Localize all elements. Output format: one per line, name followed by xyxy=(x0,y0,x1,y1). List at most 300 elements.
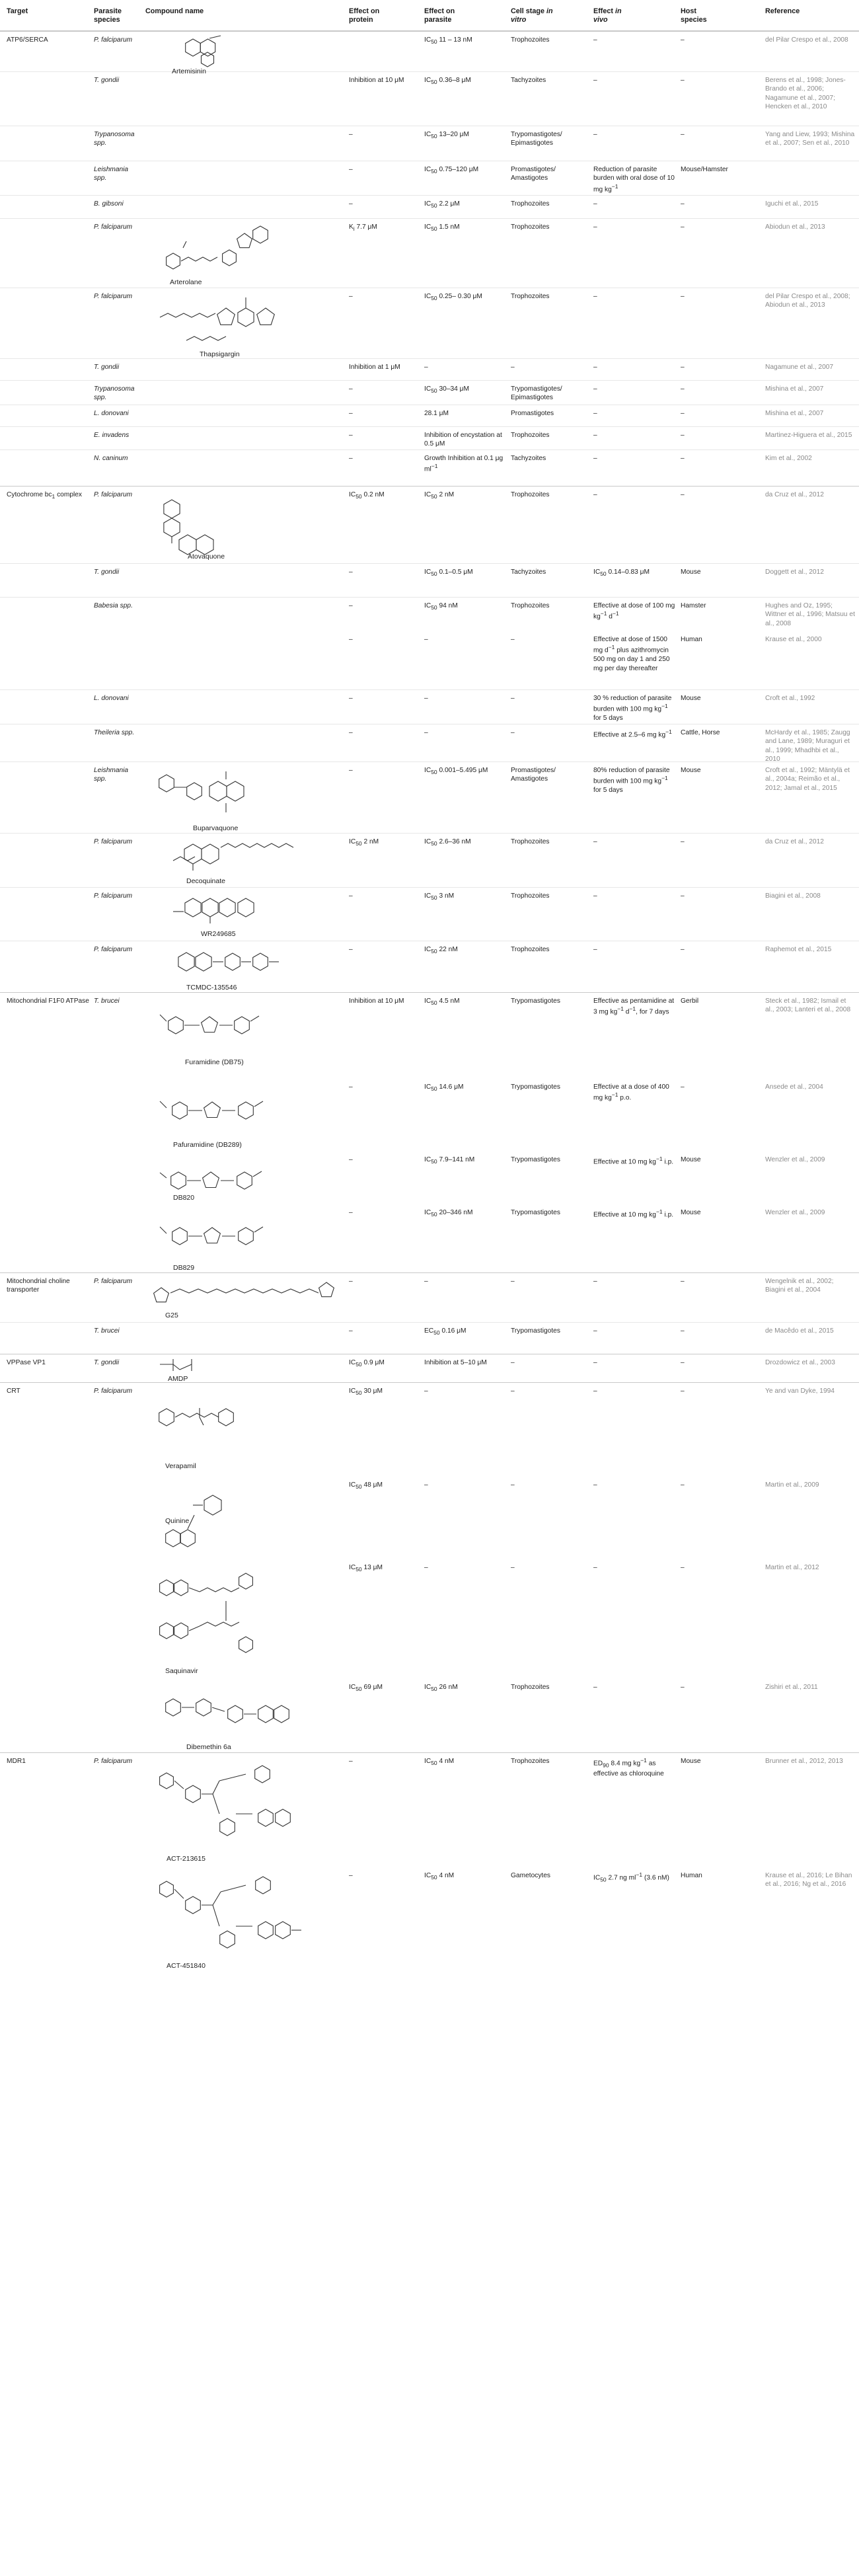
row-species: T. gondii xyxy=(94,364,120,371)
row-species: T. gondii xyxy=(94,1359,120,1366)
table-row xyxy=(0,126,859,161)
row-species: P. falciparum xyxy=(94,838,133,845)
row-effect-in-vivo: Effective at 10 mg $kg^{-1}$ i.p. xyxy=(593,1208,674,1219)
row-effect-protein: – xyxy=(349,1209,353,1216)
buparvaquone-structure-icon xyxy=(147,763,345,833)
row-host: Gerbil xyxy=(681,997,699,1005)
row-reference: Krause et al., 2016; Le Bihan et al., 2016; Ng et al., 2016 xyxy=(765,1872,852,1889)
compound-structure xyxy=(147,1754,345,1867)
row-effect-protein: – xyxy=(349,385,353,393)
row-effect-in-vivo: – xyxy=(593,1387,597,1395)
row-host: Mouse xyxy=(681,767,701,774)
row-cell-stage: Trypomastigotes xyxy=(511,1156,560,1163)
row-host: – xyxy=(681,1481,685,1489)
row-cell-stage: Trophozoites xyxy=(511,293,550,300)
row-species: B. gibsoni xyxy=(94,200,124,208)
row-species: P. falciparum xyxy=(94,1278,133,1285)
row-effect-parasite: – xyxy=(424,636,428,643)
row-effect-protein: – xyxy=(349,695,353,702)
table-row xyxy=(0,833,859,888)
table-row xyxy=(0,405,859,427)
row-effect-protein: – xyxy=(349,767,353,774)
compound-name: Furamidine (DB75) xyxy=(185,1058,244,1066)
row-target: Mitochondrial F1F0 ATPase xyxy=(7,997,89,1005)
compound-structure xyxy=(147,1384,345,1477)
tcmdc-135546-structure-icon xyxy=(147,942,345,992)
row-reference: Wengelnik et al., 2002; Biagini et al., 2004 xyxy=(765,1278,834,1294)
row-cell-stage: Trophozoites xyxy=(511,892,550,900)
row-effect-in-vivo: – xyxy=(593,200,597,208)
row-effect-in-vivo: – xyxy=(593,36,597,44)
row-host: Mouse xyxy=(681,695,701,702)
row-effect-protein: – xyxy=(349,455,353,462)
row-effect-in-vivo: – xyxy=(593,491,597,498)
row-host: – xyxy=(681,1278,685,1285)
row-host: – xyxy=(681,1359,685,1366)
table-row xyxy=(0,31,859,72)
row-species: P. falciparum xyxy=(94,1758,133,1765)
compound-name: Thapsigargin xyxy=(200,350,240,358)
compound-structure xyxy=(147,291,345,357)
row-reference: Doggett et al., 2012 xyxy=(765,568,824,576)
row-effect-in-vivo: $IC_{50}$ 0.14–0.83 μM xyxy=(593,568,650,578)
row-reference: Wenzler et al., 2009 xyxy=(765,1209,825,1216)
row-effect-in-vivo: Effective at 10 mg $kg^{-1}$ i.p. xyxy=(593,1155,674,1166)
table-row xyxy=(0,724,859,762)
compound-name: Quinine xyxy=(165,1517,190,1525)
table-row xyxy=(0,71,859,126)
row-reference: da Cruz et al., 2012 xyxy=(765,838,824,845)
row-cell-stage: Trophozoites xyxy=(511,602,550,609)
row-effect-in-vivo: Effective at a dose of 400 mg $kg^{-1}$ p.o. xyxy=(593,1083,669,1102)
row-cell-stage: Trophozoites xyxy=(511,432,550,439)
row-effect-parasite: $IC_{50}$ 2.2 μM xyxy=(424,200,460,210)
row-species: N. caninum xyxy=(94,455,128,462)
table-row xyxy=(0,1867,859,1967)
row-effect-protein: $IC_{50}$ 0.9 μM xyxy=(349,1359,385,1368)
row-effect-in-vivo: $IC_{50}$ 2.7 ng $ml^{-1}$ (3.6 nM) xyxy=(593,1871,669,1883)
row-cell-stage: Trophozoites xyxy=(511,838,550,845)
table-row xyxy=(0,597,859,632)
row-species: Babesia spp. xyxy=(94,602,133,609)
row-effect-in-vivo: – xyxy=(593,223,597,231)
row-effect-parasite: $IC_{50}$ 13–20 μM xyxy=(424,131,470,140)
header-cell-stage: Cell stage in vitro xyxy=(511,7,553,24)
row-cell-stage: Trophozoites xyxy=(511,491,550,498)
compound-name: Decoquinate xyxy=(186,877,225,885)
compound-name: Dibemethin 6a xyxy=(186,1743,231,1751)
row-species: Leishmania spp. xyxy=(94,767,129,783)
row-effect-in-vivo: – xyxy=(593,892,597,900)
row-effect-in-vivo: – xyxy=(593,77,597,84)
row-host: – xyxy=(681,455,685,462)
row-effect-in-vivo: – xyxy=(593,1684,597,1691)
table-row xyxy=(0,1322,859,1354)
row-species: P. falciparum xyxy=(94,1387,133,1395)
table-row xyxy=(0,426,859,450)
row-species: L. donovani xyxy=(94,695,129,702)
act-213615-structure-icon xyxy=(147,1754,345,1867)
row-effect-protein: – xyxy=(349,1327,353,1335)
row-cell-stage: – xyxy=(511,1481,515,1489)
row-host: Human xyxy=(681,1872,702,1879)
row-host: Mouse xyxy=(681,1209,701,1216)
table-row xyxy=(0,887,859,941)
row-target: VPPase VP1 xyxy=(7,1359,46,1366)
row-cell-stage: Trophozoites xyxy=(511,1758,550,1765)
row-species: P. falciparum xyxy=(94,36,133,44)
row-effect-parasite: $EC_{50}$ 0.16 μM xyxy=(424,1327,467,1337)
table-row xyxy=(0,1204,859,1272)
row-effect-protein: Inhibition at 10 μM xyxy=(349,77,404,84)
row-effect-protein: – xyxy=(349,200,353,208)
table-row xyxy=(0,631,859,689)
compound-structure xyxy=(147,1479,345,1559)
row-reference: Brunner et al., 2012, 2013 xyxy=(765,1758,843,1765)
row-host: Mouse xyxy=(681,568,701,576)
row-effect-protein: $IC_{50}$ 30 μM xyxy=(349,1387,383,1397)
header-reference: Reference xyxy=(765,7,800,15)
row-host: – xyxy=(681,293,685,300)
row-reference: Mishina et al., 2007 xyxy=(765,410,824,417)
compound-name: Atovaquone xyxy=(188,553,225,561)
compound-structure xyxy=(147,1154,345,1204)
row-reference: Yang and Liew, 1993; Mishina et al., 2007; Sen et al., 2010 xyxy=(765,131,855,147)
row-reference: Steck et al., 1982; Ismail et al., 2003; Lanteri et al., 2008 xyxy=(765,997,851,1014)
row-cell-stage: Trophozoites xyxy=(511,1684,550,1691)
compound-structure xyxy=(147,1869,345,1969)
row-cell-stage: – xyxy=(511,729,515,736)
table-row xyxy=(0,1752,859,1868)
row-reference: Wenzler et al., 2009 xyxy=(765,1156,825,1163)
row-host: – xyxy=(681,385,685,393)
row-reference: Nagamune et al., 2007 xyxy=(765,364,834,371)
row-reference: Ansede et al., 2004 xyxy=(765,1083,823,1091)
compound-name: Verapamil xyxy=(165,1462,196,1470)
row-effect-protein: $K_i$ 7.7 μM xyxy=(349,223,377,233)
row-effect-protein: $IC_{50}$ 69 μM xyxy=(349,1684,383,1693)
decoquinate-structure-icon xyxy=(147,834,345,887)
row-effect-parasite: $IC_{50}$ 0.36–8 μM xyxy=(424,77,471,86)
db829-structure-icon xyxy=(147,1207,345,1272)
row-effect-protein: – xyxy=(349,729,353,736)
row-effect-in-vivo: 80% reduction of parasite burden with 100 mg $kg^{-1}$ for 5 days xyxy=(593,767,670,795)
act-451840-structure-icon xyxy=(147,1869,345,1969)
row-host: Mouse xyxy=(681,1156,701,1163)
row-effect-in-vivo: – xyxy=(593,410,597,417)
row-reference: Abiodun et al., 2013 xyxy=(765,223,825,231)
compound-structure xyxy=(147,763,345,833)
row-reference: Croft et al., 1992; Mäntylä et al., 2004a; Reimão et al., 2012; Jamal et al., 2015 xyxy=(765,767,850,792)
row-effect-parasite: $IC_{50}$ 11 – 13 nM xyxy=(424,36,472,46)
row-host: – xyxy=(681,838,685,845)
row-effect-in-vivo: – xyxy=(593,946,597,953)
row-effect-protein: $IC_{50}$ 48 μM xyxy=(349,1481,383,1491)
row-effect-protein: $IC_{50}$ 0.2 nM xyxy=(349,491,385,500)
row-effect-protein: – xyxy=(349,1156,353,1163)
compound-name: Saquinavir xyxy=(165,1667,198,1675)
compound-structure xyxy=(147,1561,345,1679)
row-reference: Martin et al., 2012 xyxy=(765,1564,819,1571)
row-effect-in-vivo: – xyxy=(593,1359,597,1366)
row-host: Mouse/Hamster xyxy=(681,166,728,173)
row-host: Cattle, Horse xyxy=(681,729,720,736)
compound-structure xyxy=(147,1681,345,1752)
row-cell-stage: – xyxy=(511,695,515,702)
row-effect-parasite: Inhibition of encystation at 0.5 μM xyxy=(424,432,502,448)
row-effect-protein: – xyxy=(349,293,353,300)
row-host: – xyxy=(681,491,685,498)
furamidine-structure-icon xyxy=(147,995,345,1079)
row-effect-in-vivo: – xyxy=(593,432,597,439)
row-target: ATP6/SERCA xyxy=(7,36,48,44)
row-effect-in-vivo: Effective as pentamidine at 3 mg $kg^{-1}$ $d^{-1}$, for 7 days xyxy=(593,997,675,1016)
row-cell-stage: Tachyzoites xyxy=(511,568,546,576)
compound-name: TCMDC-135546 xyxy=(186,984,237,992)
compound-structure xyxy=(147,995,345,1079)
compound-structure xyxy=(147,33,345,75)
row-effect-protein: $IC_{50}$ 2 nM xyxy=(349,838,379,847)
row-host: – xyxy=(681,410,685,417)
wr249685-structure-icon xyxy=(147,889,345,941)
header-effect-in-vivo: Effect in vivo xyxy=(593,7,622,24)
row-cell-stage: – xyxy=(511,364,515,371)
table-row xyxy=(0,689,859,724)
header-host: Host species xyxy=(681,7,707,24)
compound-structure xyxy=(147,889,345,941)
row-effect-parasite: – xyxy=(424,1278,428,1285)
table-row xyxy=(0,380,859,405)
row-target: CRT xyxy=(7,1387,20,1395)
row-reference: Croft et al., 1992 xyxy=(765,695,815,702)
row-species: Leishmania spp. xyxy=(94,166,129,182)
row-host: Human xyxy=(681,636,702,643)
table-row xyxy=(0,486,859,564)
row-reference: Zishiri et al., 2011 xyxy=(765,1684,818,1691)
row-host: – xyxy=(681,946,685,953)
row-species: P. falciparum xyxy=(94,491,133,498)
row-effect-parasite: Inhibition at 5–10 μM xyxy=(424,1359,487,1366)
thapsigargin-structure-icon xyxy=(147,291,345,357)
row-target: MDR1 xyxy=(7,1758,26,1765)
row-effect-protein: – xyxy=(349,1278,353,1285)
row-effect-protein: Inhibition at 10 μM xyxy=(349,997,404,1005)
row-effect-in-vivo: – xyxy=(593,385,597,393)
row-reference: McHardy et al., 1985; Zaugg and Lane, 1989; Muraguri et al., 1999; Mhadhbi et al., 2010 xyxy=(765,729,850,763)
row-species: L. donovani xyxy=(94,410,129,417)
row-species: Theileria spp. xyxy=(94,729,135,736)
compound-name: AMDP xyxy=(168,1375,188,1383)
row-species: Trypanosoma spp. xyxy=(94,131,135,147)
row-species: Trypanosoma spp. xyxy=(94,385,135,402)
row-cell-stage: Trypomastigotes/ Epimastigotes xyxy=(511,131,562,147)
row-effect-in-vivo: Effective at dose of 1500 mg $d^{-1}$ plus azithromycin 500 mg on day 1 and 250 mg per day thereafter xyxy=(593,636,670,672)
table-row xyxy=(0,1679,859,1752)
row-effect-protein: – xyxy=(349,432,353,439)
row-effect-parasite: $IC_{50}$ 4 nM xyxy=(424,1758,455,1767)
row-effect-in-vivo: Effective at 2.5–6 mg $kg^{-1}$ xyxy=(593,728,672,739)
row-cell-stage: – xyxy=(511,1278,515,1285)
row-effect-parasite: – xyxy=(424,1564,428,1571)
row-host: – xyxy=(681,200,685,208)
row-reference: Hughes and Oz, 1995; Wittner et al., 1996; Matsuu et al., 2008 xyxy=(765,602,855,627)
dibemethin-structure-icon xyxy=(147,1681,345,1752)
row-cell-stage: Trypomastigotes/ Epimastigotes xyxy=(511,385,562,402)
row-effect-protein: – xyxy=(349,602,353,609)
header-target: Target xyxy=(7,7,28,15)
row-effect-parasite: – xyxy=(424,729,428,736)
table-row xyxy=(0,1151,859,1204)
row-reference: Ye and van Dyke, 1994 xyxy=(765,1387,835,1395)
row-host: – xyxy=(681,432,685,439)
row-effect-in-vivo: – xyxy=(593,1327,597,1335)
row-effect-in-vivo: – xyxy=(593,293,597,300)
table-row xyxy=(0,1272,859,1323)
row-cell-stage: Trypomastigotes xyxy=(511,1083,560,1091)
table-row xyxy=(0,288,859,359)
row-cell-stage: Trophozoites xyxy=(511,36,550,44)
compound-structure xyxy=(147,834,345,887)
compound-structure xyxy=(147,942,345,992)
compound-name: Buparvaquone xyxy=(193,824,239,832)
row-effect-in-vivo: $ED_{90}$ 8.4 mg $kg^{-1}$ as effective as chloroquine xyxy=(593,1757,664,1777)
header-effect-parasite: Effect on parasite xyxy=(424,7,455,24)
row-effect-protein: – xyxy=(349,410,353,417)
row-cell-stage: Gametocytes xyxy=(511,1872,551,1879)
row-effect-parasite: $IC_{50}$ 0.75–120 μM xyxy=(424,166,479,175)
row-effect-in-vivo: – xyxy=(593,364,597,371)
row-cell-stage: Promastigotes xyxy=(511,410,554,417)
row-effect-parasite: $IC_{50}$ 20–346 nM xyxy=(424,1209,473,1218)
table-row xyxy=(0,195,859,219)
row-effect-in-vivo: – xyxy=(593,1278,597,1285)
row-cell-stage: Promastigotes/ Amastigotes xyxy=(511,767,556,783)
table-row xyxy=(0,761,859,834)
arterolane-structure-icon xyxy=(147,221,345,288)
saquinavir-structure-icon xyxy=(147,1561,345,1679)
row-reference: Iguchi et al., 2015 xyxy=(765,200,819,208)
compound-structure xyxy=(147,221,345,288)
row-host: Mouse xyxy=(681,1758,701,1765)
row-effect-parasite: $IC_{50}$ 0.25– 0.30 μM xyxy=(424,293,482,302)
compound-name: ACT-213615 xyxy=(167,1855,205,1863)
row-effect-parasite: – xyxy=(424,1387,428,1395)
table-row xyxy=(0,218,859,288)
row-effect-protein: $IC_{50}$ 13 μM xyxy=(349,1564,383,1573)
row-effect-protein: – xyxy=(349,131,353,138)
row-cell-stage: Promastigotes/ Amastigotes xyxy=(511,166,556,182)
row-effect-in-vivo: Reduction of parasite burden with oral dose of 10 mg $kg^{-1}$ xyxy=(593,166,675,194)
row-reference: Raphemot et al., 2015 xyxy=(765,946,832,953)
row-reference: Berens et al., 1998; Jones-Brando et al., 2006; Nagamune et al., 2007; Hencken et al., 2010 xyxy=(765,77,846,111)
table-header xyxy=(0,0,859,31)
row-cell-stage: – xyxy=(511,1387,515,1395)
compound-name: Artemisinin xyxy=(172,67,206,75)
row-effect-parasite: Growth Inhibition at 0.1 μg $ml^{-1}$ xyxy=(424,455,504,473)
row-reference: Drozdowicz et al., 2003 xyxy=(765,1359,835,1366)
row-species: P. falciparum xyxy=(94,892,133,900)
row-cell-stage: Trypomastigotes xyxy=(511,1209,560,1216)
compound-structure xyxy=(147,1207,345,1272)
row-effect-parasite: $IC_{50}$ 4 nM xyxy=(424,1872,455,1881)
table-row xyxy=(0,449,859,487)
row-species: P. falciparum xyxy=(94,946,133,953)
row-effect-in-vivo: 30 % reduction of parasite burden with 100 mg $kg^{-1}$ for 5 days xyxy=(593,695,672,722)
row-effect-protein: – xyxy=(349,1872,353,1879)
row-cell-stage: – xyxy=(511,636,515,643)
row-effect-parasite: $IC_{50}$ 30–34 μM xyxy=(424,385,470,395)
row-effect-in-vivo: – xyxy=(593,455,597,462)
row-host: – xyxy=(681,223,685,231)
row-reference: Mishina et al., 2007 xyxy=(765,385,824,393)
row-effect-protein: – xyxy=(349,946,353,953)
row-cell-stage: Trophozoites xyxy=(511,200,550,208)
row-host: Hamster xyxy=(681,602,706,609)
row-effect-parasite: $IC_{50}$ 4.5 nM xyxy=(424,997,460,1007)
row-effect-parasite: $IC_{50}$ 94 nM xyxy=(424,602,458,611)
table-row xyxy=(0,563,859,598)
row-host: – xyxy=(681,1083,685,1091)
row-host: – xyxy=(681,36,685,44)
row-effect-protein: – xyxy=(349,892,353,900)
row-effect-parasite: $IC_{50}$ 2.6–36 nM xyxy=(424,838,471,847)
compound-name: WR249685 xyxy=(201,930,236,938)
compound-name: ACT-451840 xyxy=(167,1962,205,1970)
row-effect-parasite: $IC_{50}$ 3 nM xyxy=(424,892,455,902)
row-reference: del Pilar Crespo et al., 2008; Abiodun et al., 2013 xyxy=(765,293,850,309)
header-compound: Compound name xyxy=(145,7,204,15)
row-reference: Kim et al., 2002 xyxy=(765,455,812,462)
row-target: Mitochondrial choline transporter xyxy=(7,1278,70,1294)
row-reference: Krause et al., 2000 xyxy=(765,636,822,643)
compound-structure xyxy=(147,1274,345,1322)
row-reference: Martin et al., 2009 xyxy=(765,1481,819,1489)
row-reference: Biagini et al., 2008 xyxy=(765,892,821,900)
row-effect-in-vivo: – xyxy=(593,1481,597,1489)
row-species: E. invadens xyxy=(94,432,130,439)
row-effect-parasite: $IC_{50}$ 7.9–141 nM xyxy=(424,1156,475,1165)
row-effect-protein: Inhibition at 1 μM xyxy=(349,364,400,371)
artemisinin-structure-icon xyxy=(147,33,345,71)
row-effect-parasite: – xyxy=(424,364,428,371)
row-host: – xyxy=(681,1327,685,1335)
row-effect-in-vivo: Effective at dose of 100 mg $kg^{-1}$ $d^{-1}$ xyxy=(593,602,675,621)
row-host: – xyxy=(681,1564,685,1571)
row-effect-parasite: – xyxy=(424,1481,428,1489)
row-cell-stage: Trypomastigotes xyxy=(511,997,560,1005)
row-effect-parasite: $IC_{50}$ 22 nM xyxy=(424,946,458,955)
row-host: – xyxy=(681,892,685,900)
row-cell-stage: Trophozoites xyxy=(511,223,550,231)
row-effect-parasite: 28.1 μM xyxy=(424,410,449,417)
row-cell-stage: Tachyzoites xyxy=(511,455,546,462)
row-host: – xyxy=(681,77,685,84)
row-host: – xyxy=(681,1684,685,1691)
compound-name: DB829 xyxy=(173,1264,195,1272)
row-effect-parasite: $IC_{50}$ 2 nM xyxy=(424,491,455,500)
table-row xyxy=(0,161,859,196)
compound-name: Arterolane xyxy=(170,278,202,286)
compound-name: Pafuramidine (DB289) xyxy=(173,1141,242,1149)
row-host: – xyxy=(681,1387,685,1395)
row-species: T. gondii xyxy=(94,77,120,84)
row-reference: Martinez-Higuera et al., 2015 xyxy=(765,432,852,439)
row-species: T. brucei xyxy=(94,1327,120,1335)
row-effect-parasite: $IC_{50}$ 0.001–5.495 μM xyxy=(424,767,488,776)
row-effect-parasite: $IC_{50}$ 14.6 μM xyxy=(424,1083,464,1093)
row-species: T. brucei xyxy=(94,997,120,1005)
row-reference: del Pilar Crespo et al., 2008 xyxy=(765,36,848,44)
